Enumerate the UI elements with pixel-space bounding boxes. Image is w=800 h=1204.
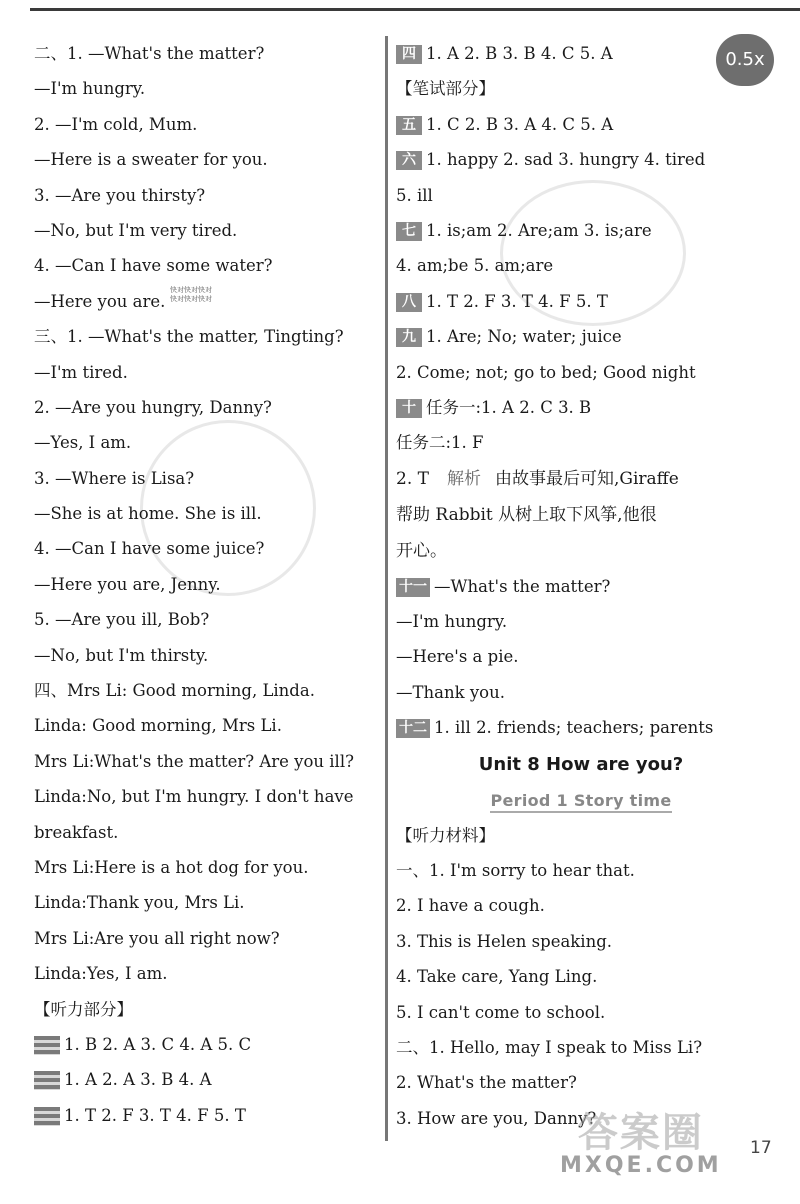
answer-text: 1. ill 2. friends; teachers; parents <box>434 718 714 738</box>
section-badge: 十二 <box>396 719 430 738</box>
answer-text: 1. Are; No; water; juice <box>426 327 622 347</box>
text-line: breakfast. <box>34 822 119 842</box>
text-line: 4. —Can I have some juice? <box>34 539 265 559</box>
text-line: 2. I have a cough. <box>396 896 545 916</box>
period-title: Period 1 Story time <box>396 784 766 818</box>
analysis-row: 帮助 Rabbit 从树上取下风筝,他很 <box>396 504 657 525</box>
text-line: 2. —I'm cold, Mum. <box>34 114 198 134</box>
text-line: 4. Take care, Yang Ling. <box>396 967 598 987</box>
text-line: —No, but I'm very tired. <box>34 220 238 240</box>
text-line: Mrs Li:Are you all right now? <box>34 928 280 948</box>
answer-text: —What's the matter? <box>434 576 611 596</box>
watermark-cn: 答案圈 <box>577 1110 704 1156</box>
answer-text: 2. T <box>396 468 429 489</box>
answer-text: —I'm hungry. <box>396 612 508 632</box>
section-badge: 九 <box>396 328 422 347</box>
text-line: 三、1. —What's the matter, Tingting? <box>34 327 344 347</box>
answer-row <box>396 248 766 283</box>
text-line: 二、1. —What's the matter? <box>34 44 265 63</box>
analysis-text: 由故事最后可知,Giraffe <box>494 468 679 489</box>
section-label: 【笔试部分】 <box>396 79 495 99</box>
analysis-row: 开心。 <box>396 540 447 561</box>
text-line: —No, but I'm thirsty. <box>34 645 209 665</box>
answer-row <box>396 569 766 604</box>
text-line: Linda:Yes, I am. <box>34 964 168 984</box>
answer-row <box>396 355 766 390</box>
text-line: 3. —Where is Lisa? <box>34 468 195 488</box>
text-line: 5. I can't come to school. <box>396 1002 606 1022</box>
text-line: 4. —Can I have some water? <box>34 256 273 276</box>
section-label: 【听力材料】 <box>396 825 495 845</box>
answer-text: 5. ill <box>396 185 433 205</box>
text-line: 一、1. I'm sorry to hear that. <box>396 861 635 881</box>
text-line: 2. What's the matter? <box>396 1073 577 1093</box>
section-badge: 四 <box>396 45 422 64</box>
answer-text: 任务一:1. A 2. C 3. B <box>426 397 592 417</box>
answer-text: 2. Come; not; go to bed; Good night <box>396 362 696 382</box>
answer-row <box>396 604 766 639</box>
watermark-logo <box>560 1112 722 1178</box>
column-divider <box>385 36 388 1141</box>
section-badge <box>34 1107 60 1126</box>
answer-text: —Here's a pie. <box>396 647 519 667</box>
section-badge: 十一 <box>396 578 430 597</box>
answer-row <box>34 1027 380 1062</box>
text-line: 3. This is Helen speaking. <box>396 931 613 951</box>
section-badge: 六 <box>396 151 422 170</box>
text-line: Mrs Li:What's the matter? Are you ill? <box>34 751 354 771</box>
answer-text: 4. am;be 5. am;are <box>396 256 554 276</box>
section-label: 【听力部分】 <box>34 999 133 1019</box>
answer-row <box>396 178 766 213</box>
text-line: —Here you are, Jenny. <box>34 574 221 594</box>
answer-row <box>396 425 766 460</box>
page-number: 17 <box>750 1138 772 1158</box>
text-line: 二、1. Hello, may I speak to Miss Li? <box>396 1037 703 1057</box>
section-badge: 十 <box>396 399 422 418</box>
answer-row <box>34 1062 380 1097</box>
text-line: Linda:No, but I'm hungry. I don't have <box>34 787 354 807</box>
unit-title: Unit 8 How are you? <box>478 753 684 775</box>
stamp-small-text: 快对快对快对 快对快对快对 <box>170 286 212 303</box>
answer-text: 1. C 2. B 3. A 4. C 5. A <box>426 114 614 134</box>
text-line: 3. How are you, Danny? <box>396 1108 597 1128</box>
section-badge: 七 <box>396 222 422 241</box>
text-line: —I'm tired. <box>34 362 128 382</box>
answer-row <box>34 1098 380 1133</box>
answer-row <box>396 390 766 425</box>
top-rule <box>30 8 800 11</box>
answer-text: 1. T 2. F 3. T 4. F 5. T <box>426 291 608 311</box>
answer-row <box>396 36 766 71</box>
text-line: 2. —Are you hungry, Danny? <box>34 397 272 417</box>
answer-row <box>396 284 766 319</box>
text-line: —She is at home. She is ill. <box>34 504 262 524</box>
answer-text: 1. A 2. B 3. B 4. C 5. A <box>426 44 613 63</box>
playback-speed-button[interactable]: 0.5x <box>716 34 774 86</box>
text-line: 5. —Are you ill, Bob? <box>34 610 210 630</box>
answer-text: 1. happy 2. sad 3. hungry 4. tired <box>426 150 706 170</box>
answer-text: 1. A 2. A 3. B 4. A <box>64 1070 212 1090</box>
text-line: Linda: Good morning, Mrs Li. <box>34 716 282 736</box>
section-badge: 八 <box>396 293 422 312</box>
answer-row <box>396 213 766 248</box>
right-column <box>396 36 766 1136</box>
analysis-row <box>396 461 766 497</box>
text-line: 3. —Are you thirsty? <box>34 185 206 205</box>
watermark-url: MXQE.COM <box>560 1153 722 1178</box>
text-line: Linda:Thank you, Mrs Li. <box>34 893 245 913</box>
text-line: —Yes, I am. <box>34 433 132 453</box>
text-line: Mrs Li:Here is a hot dog for you. <box>34 857 309 877</box>
answer-text: —Thank you. <box>396 682 505 702</box>
answer-text: 1. T 2. F 3. T 4. F 5. T <box>64 1105 246 1125</box>
section-badge <box>34 1071 60 1090</box>
text-line: 四、Mrs Li: Good morning, Linda. <box>34 681 315 701</box>
answer-text: 1. is;am 2. Are;am 3. is;are <box>426 220 652 240</box>
answer-row <box>396 639 766 674</box>
answer-row <box>396 710 766 745</box>
left-column <box>34 36 380 1133</box>
text-line: —I'm hungry. <box>34 79 146 99</box>
answer-text: 任务二:1. F <box>396 433 484 453</box>
section-badge <box>34 1036 60 1055</box>
answer-row <box>396 142 766 177</box>
answer-row <box>396 319 766 354</box>
text-line: —Here you are. <box>34 291 166 311</box>
answer-row <box>396 107 766 142</box>
answer-text: 1. B 2. A 3. C 4. A 5. C <box>64 1034 252 1054</box>
analysis-label: 解析 <box>446 468 481 489</box>
text-line: —Here is a sweater for you. <box>34 150 268 170</box>
answer-row <box>396 675 766 710</box>
section-badge: 五 <box>396 116 422 135</box>
